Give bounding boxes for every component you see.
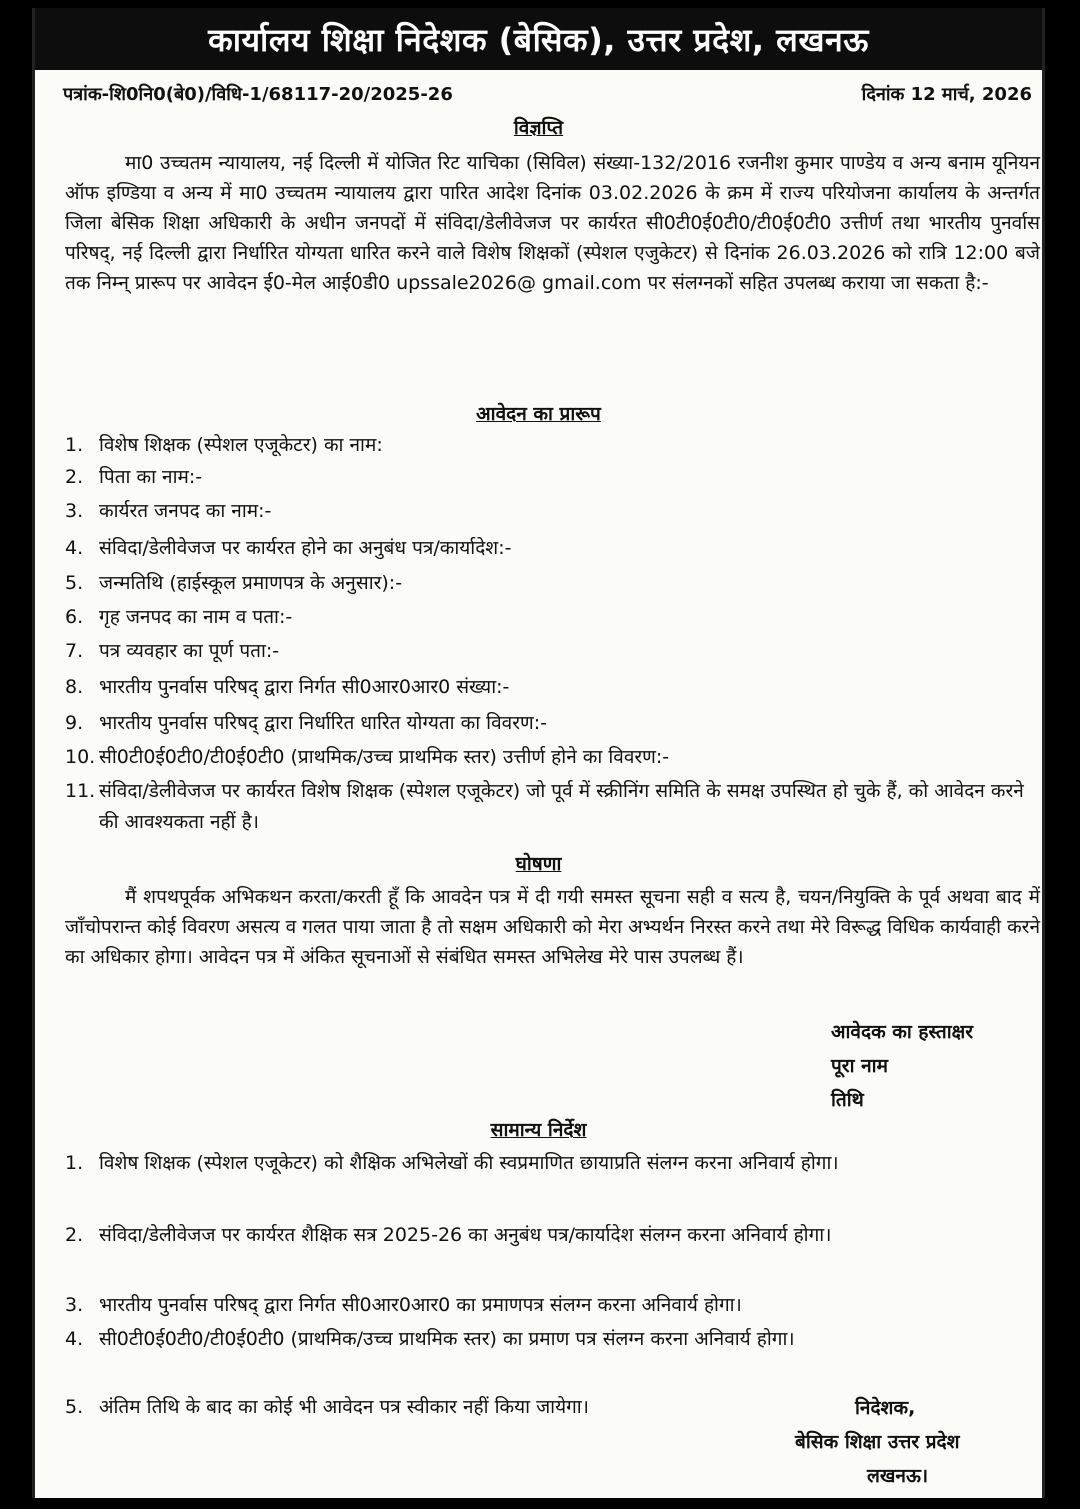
- form-item: 3. कार्यरत जनपद का नाम:-: [65, 500, 272, 522]
- form-title: आवेदन का प्रारूप: [476, 403, 601, 425]
- instructions-title: सामान्य निर्देश: [490, 1119, 587, 1141]
- form-item: 4. संविदा/डेलीवेजज पर कार्यरत होने का अनुबंध पत्र/कार्यादेश:-: [65, 537, 512, 559]
- instruction-item: 4. सी0टी0ई0टी0/टी0ई0टी0 (प्राथमिक/उच्च प्राथमिक स्तर) का प्रमाण पत्र संलग्न करना अनिवार्य होगा।: [65, 1328, 795, 1350]
- instruction-item: 2. संविदा/डेलीवेजज पर कार्यरत शैक्षिक सत्र 2025-26 का अनुबंध पत्र/कार्यादेश संलग्न करना अनिवार्य होगा।: [65, 1224, 832, 1246]
- office-header-banner: [35, 8, 1042, 70]
- form-item: 10. सी0टी0ई0टी0/टी0ई0टी0 (प्राथमिक/उच्च प्राथमिक स्तर) उत्तीर्ण होने का विवरण:-: [65, 746, 670, 768]
- instruction-item: 5. अंतिम तिथि के बाद का कोई भी आवेदन पत्र स्वीकार नहीं किया जायेगा।: [65, 1396, 589, 1418]
- notice-title: विज्ञप्ति: [513, 117, 564, 139]
- applicant-full-name-label: पूरा नाम: [831, 1055, 888, 1077]
- declaration-body: मैं शपथपूर्वक अभिकथन करता/करती हूँ कि आवदेन पत्र में दी गयी समस्त सूचना सही व सत्य है, चयन/नियुक्ति के पूर्व अथवा बाद में जाँचोपरान्त कोई विवरण असत्य व गलत पाया जाता है तो सक्षम अधिकारी को मेरा अभ्यर्थन निरस्त करने तथा मेरे विरूद्ध विधिक कार्यवाही करने का अधिकार होगा। आवेदन पत्र में अंकित सूचनाओं से संबंधित समस्त अभिलेख मेरे पास उपलब्ध हैं।: [65, 886, 1040, 968]
- form-item: 11. संविदा/डेलीवेजज पर कार्यरत विशेष शिक्षक (स्पेशल एजूकेटर) जो पूर्व में स्क्रीनिंग समिति के समक्ष उपस्थित हो चुके हैं, को आवेदन करने की आवश्यकता नहीं है।: [65, 780, 1024, 833]
- instruction-item: 3. भारतीय पुनर्वास परिषद् द्वारा निर्गत सी0आर0आर0 का प्रमाणपत्र संलग्न करना अनिवार्य होगा।: [65, 1294, 742, 1316]
- form-item: 5. जन्मतिथि (हाईस्कूल प्रमाणपत्र के अनुसार):-: [65, 572, 403, 594]
- form-item: 1. विशेष शिक्षक (स्पेशल एजूकेटर) का नाम:: [65, 434, 383, 456]
- issuer-city: लखनऊ।: [867, 1465, 929, 1487]
- declaration-title: घोषणा: [515, 853, 562, 875]
- form-item: 8. भारतीय पुनर्वास परिषद् द्वारा निर्गत सी0आर0आर0 संख्या:-: [65, 676, 510, 698]
- form-item: 2. पिता का नाम:-: [65, 466, 203, 488]
- issuer-designation: निदेशक,: [855, 1397, 916, 1419]
- office-title: कार्यालय शिक्षा निदेशक (बेसिक), उत्तर प्रदेश, लखनऊ: [208, 20, 869, 59]
- form-item: 9. भारतीय पुनर्वास परिषद् द्वारा निर्धारित धारित योग्यता का विवरण:-: [65, 712, 547, 734]
- issuer-department: बेसिक शिक्षा उत्तर प्रदेश: [795, 1431, 960, 1453]
- form-item: 6. गृह जनपद का नाम व पता:-: [65, 606, 293, 628]
- notice-body: मा0 उच्चतम न्यायालय, नई दिल्ली में योजित रिट याचिका (सिविल) संख्या-132/2016 रजनीश कुमार पाण्डेय व अन्य बनाम यूनियन ऑफ इण्डिया व अन्य में मा0 उच्चतम न्यायालय द्वारा पारित आदेश दिनांक 03.02.2026 के क्रम में राज्य परियोजना कार्यालय के अन्तर्गत जिला बेसिक शिक्षा अधिकारी के अधीन जनपदों में संविदा/डेलीवेजज पर कार्यरत सी0टी0ई0टी0/टी0ई0टी0 उत्तीर्ण तथा भारतीय पुनर्वास परिषद्, नई दिल्ली द्वारा निर्धारित योग्यता धारित करने वाले विशेष शिक्षकों (स्पेशल एजुकेटर) से दिनांक 26.03.2026 को रात्रि 12:00 बजे तक निम्न् प्रारूप पर आवेदन ई0-मेल आई0डी0 upssale2026@ gmail.com पर संलग्नकों सहित उपलब्ध कराया जा सकता है:-: [65, 152, 1040, 294]
- notice-document: [32, 8, 1045, 1498]
- applicant-date-label: तिथि: [831, 1089, 864, 1111]
- notice-date: दिनांक 12 मार्च, 2026: [861, 84, 1032, 105]
- form-item: 7. पत्र व्यवहार का पूर्ण पता:-: [65, 640, 280, 662]
- instruction-item: 1. विशेष शिक्षक (स्पेशल एजूकेटर) को शैक्षिक अभिलेखों की स्वप्रमाणित छायाप्रति संलग्न करना अनिवार्य होगा।: [65, 1152, 839, 1174]
- reference-number: पत्रांक-शि0नि0(बे0)/विधि-1/68117-20/2025-26: [63, 84, 453, 105]
- applicant-signature-label: आवेदक का हस्ताक्षर: [831, 1021, 974, 1043]
